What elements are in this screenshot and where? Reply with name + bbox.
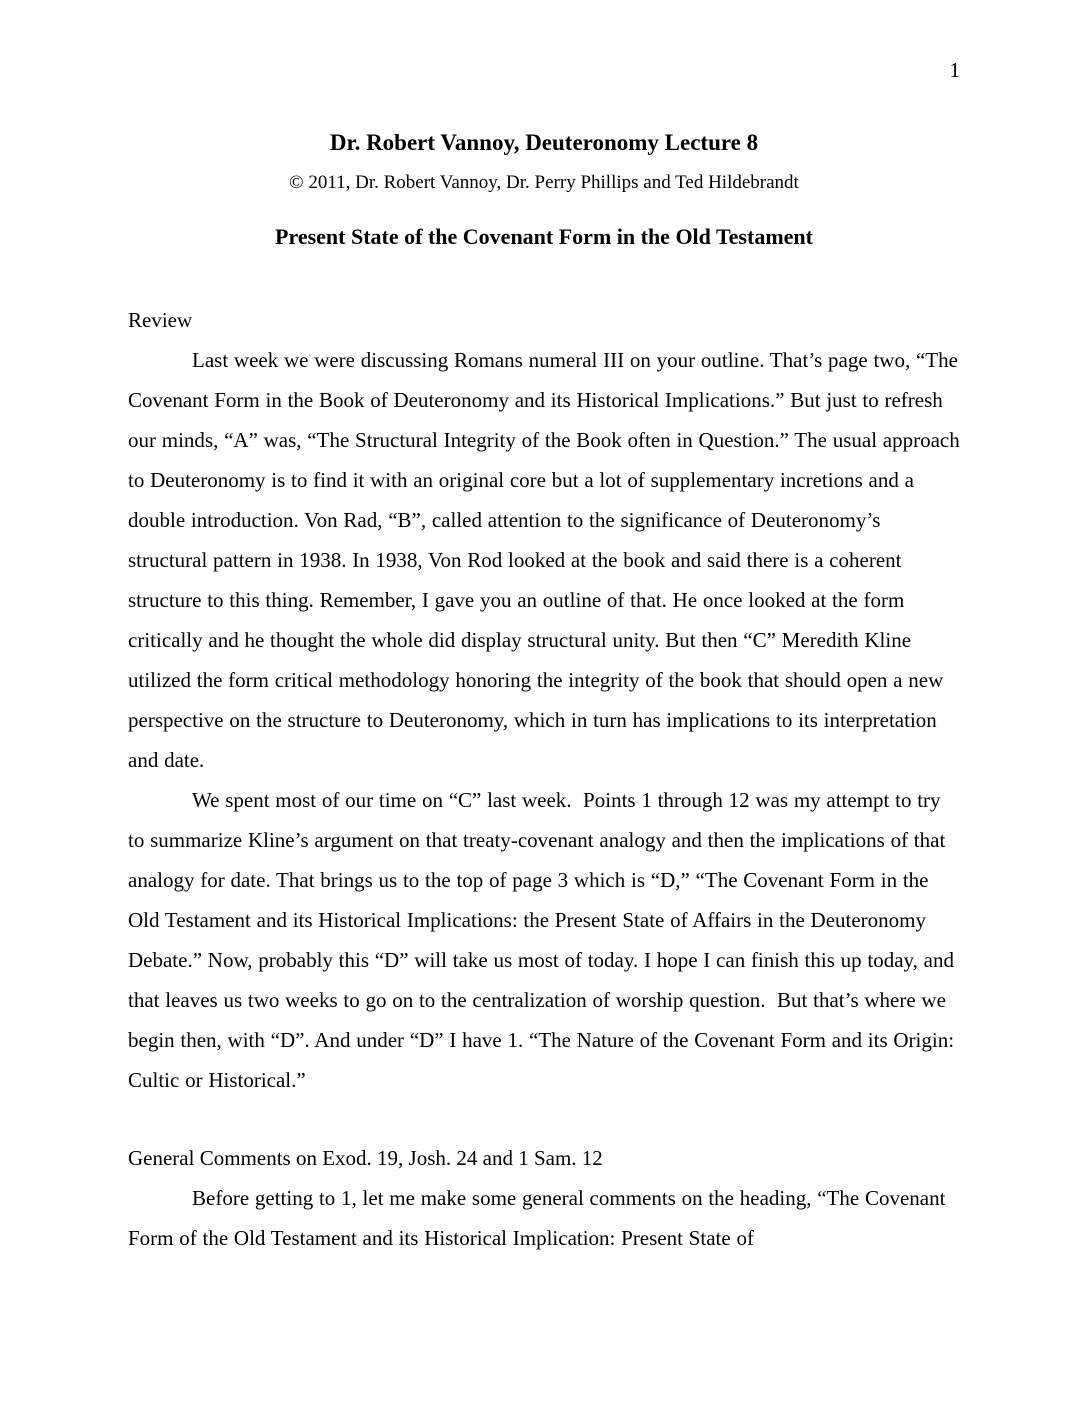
document-subtitle: Present State of the Covenant Form in the Old Testament (275, 224, 813, 249)
review-paragraph-2: We spent most of our time on “C” last week. Points 1 through 12 was my attempt to try to summarize Kline’s argument on that treaty-covenant analogy and then the implications of that analogy for date. That brings us to the top of page 3 which is “D,” “The Covenant Form in the Old Testament and its Historical Implications: the Present State of Affairs in the Deuteronomy Debate.” Now, probably this “D” will take us most of today. I hope I can finish this up today, and that leaves us two weeks to go on to the centralization of worship question. But that’s where we begin then, with “D”. And under “D” I have 1. “The Nature of the Covenant Form and its Origin: Cultic or Historical.” (128, 788, 960, 1092)
document-title: Dr. Robert Vannoy, Deuteronomy Lecture 8 (329, 130, 759, 155)
section-review (128, 300, 966, 1100)
review-paragraph-1: Last week we were discussing Romans numeral III on your outline. That’s page two, “The Covenant Form in the Book of Deuteronomy and its Historical Implications.” But just to refresh our minds, “A” was, “The Structural Integrity of the Book often in Question.” The usual approach to Deuteronomy is to find it with an original core but a lot of supplementary incretions and a double introduction. Von Rad, “B”, called attention to the significance of Deuteronomy’s structural pattern in 1938. In 1938, Von Rod looked at the book and said there is a coherent structure to this thing. Remember, I gave you an outline of that. He once looked at the form critically and he thought the whole did display structural unity. But then “C” Meredith Kline utilized the form critical methodology honoring the integrity of the book that should open a new perspective on the structure to Deuteronomy, which in turn has implications to its interpretation and date. (128, 348, 966, 772)
copyright-line: © 2011, Dr. Robert Vannoy, Dr. Perry Phillips and Ted Hildebrandt (289, 172, 799, 193)
section-review-heading: Review (128, 308, 193, 332)
section-general-comments-heading: General Comments on Exod. 19, Josh. 24 and 1 Sam. 12 (128, 1146, 603, 1170)
section-general-comments (128, 1138, 960, 1258)
page-number: 1 (949, 58, 960, 82)
general-comments-paragraph-1: Before getting to 1, let me make some general comments on the heading, “The Covenant Form of the Old Testament and its Historical Implication: Present State of (128, 1186, 952, 1250)
document-header (128, 128, 960, 252)
